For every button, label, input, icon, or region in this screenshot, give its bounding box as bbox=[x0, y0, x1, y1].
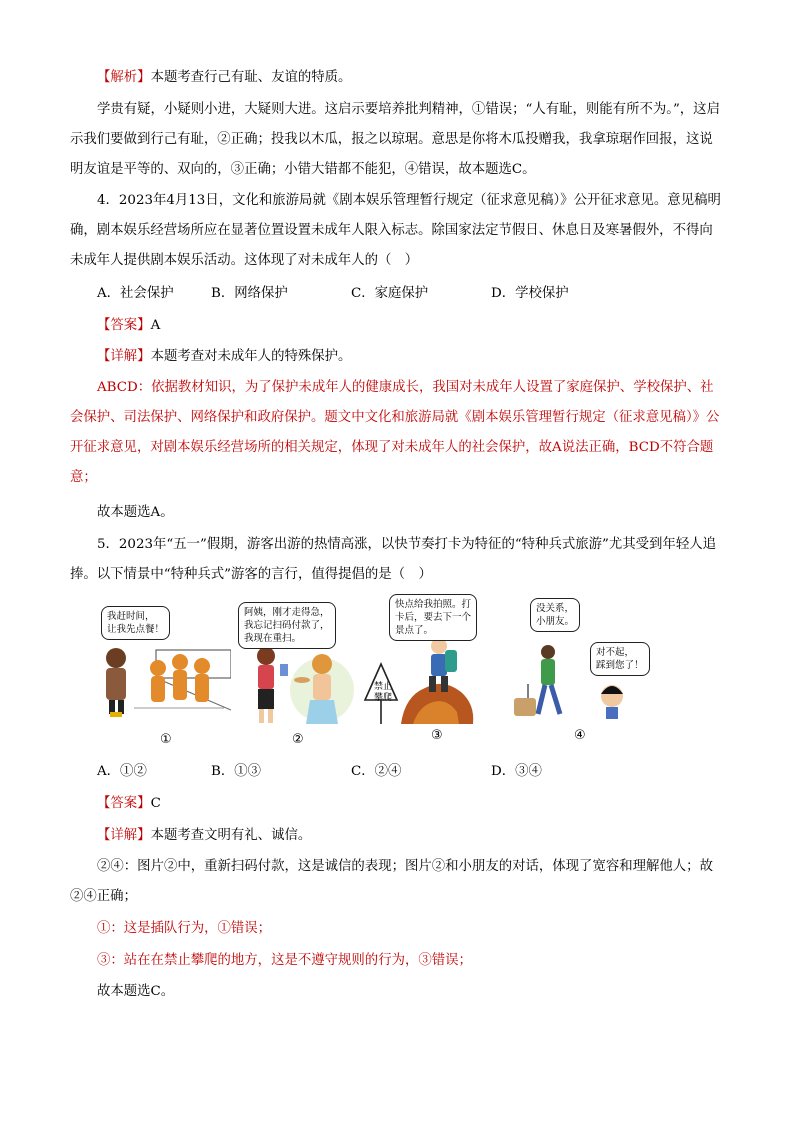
question-5-stem: 5．2023年“五一”假期，游客出游的热情高涨，以快节奏打卡为特征的“特种兵式旅游”尤其受到年轻人追捧。以下情景中“特种兵式”游客的言行，值得提倡的是（ ） bbox=[70, 537, 716, 582]
bubble-2: 阿姨，刚才走得急， 我忘记扫码付款了， 我现在重扫。 bbox=[238, 602, 336, 649]
q4-option-a: A．社会保护 bbox=[97, 286, 174, 301]
bubble-4b: 对不起， 踩到您了！ bbox=[590, 642, 650, 676]
question-5-figure bbox=[96, 600, 696, 760]
figure-panel-3 bbox=[361, 600, 491, 760]
bubble-3: 快点给我拍照。打 卡后，要去下一个 景点了。 bbox=[389, 594, 477, 641]
q5-answer-value: C bbox=[150, 796, 161, 811]
question-5-options bbox=[97, 757, 542, 787]
question-4-answer bbox=[70, 311, 726, 341]
q4-detail-tag: 【详解】 bbox=[97, 349, 151, 364]
q4-option-c: C．家庭保护 bbox=[351, 286, 429, 301]
q4-option-b: B．网络保护 bbox=[211, 286, 288, 301]
analysis-paragraph: 学贵有疑，小疑则小进，大疑则大进。这启示要培养批判精神，①错误；“人有耻，则能有所不为。”，这启示我们要做到行己有耻，②正确；投我以木瓜，报之以琼琚。意思是你将木瓜投赠我，我拿琼琚作回报，这说明友谊是平等的、双向的，③正确；小错大错都不能犯，④错误，故本题选C。 bbox=[70, 102, 720, 177]
question-5-detail-body: ②④：图片②中，重新扫码付款，这是诚信的表现；图片②和小朋友的对话，体现了宽容和理解他人；故②④正确； bbox=[70, 859, 713, 904]
question-5-answer bbox=[70, 789, 726, 819]
panel-3-label: ③ bbox=[431, 728, 443, 743]
panel-1-label: ① bbox=[160, 732, 172, 747]
q4-answer-value: A bbox=[150, 318, 161, 333]
q5-answer-tag: 【答案】 bbox=[97, 796, 151, 811]
figure-panel-1 bbox=[96, 600, 231, 760]
q5-option-a: A．①② bbox=[97, 764, 147, 779]
q4-detail-intro: 本题考查对未成年人的特殊保护。 bbox=[150, 349, 352, 364]
q5-detail-tag: 【详解】 bbox=[97, 828, 151, 843]
no-climbing-sign: 禁止 攀爬 bbox=[373, 682, 392, 703]
panel-4-label: ④ bbox=[574, 728, 586, 743]
analysis-heading bbox=[70, 63, 726, 93]
analysis-tag: 【解析】 bbox=[97, 70, 151, 85]
question-4-stem: 4．2023年4月13日，文化和旅游局就《剧本娱乐管理暂行规定（征求意见稿）》公开征求意见。意见稿明确，剧本娱乐经营场所应在显著位置设置未成年人限入标志。除国家法定节假日、休息日及寒暑假外，不得向未成年人提供剧本娱乐活动。这体现了对未成年人的（ ） bbox=[70, 193, 721, 268]
question-5-wrong-1: ①：这是插队行为，①错误； bbox=[97, 921, 272, 936]
question-4-options bbox=[97, 279, 569, 309]
question-4-detail-heading bbox=[70, 342, 726, 372]
bubble-1: 我赶时间， 让我先点餐！ bbox=[101, 606, 170, 640]
question-5-detail-heading bbox=[70, 821, 726, 851]
figure-panel-4 bbox=[508, 600, 658, 760]
question-5-wrong-3: ③：站在在禁止攀爬的地方，这是不遵守规则的行为，③错误； bbox=[97, 953, 472, 968]
q5-option-b: B．①③ bbox=[211, 764, 262, 779]
q4-detail-body-text: ABCD：依据教材知识，为了保护未成年人的健康成长，我国对未成年人设置了家庭保护、学校保护、社会保护、司法保护、网络保护和政府保护。题文中文化和旅游局就《剧本娱乐管理暂行规定（征求意见稿）》公开征求意见，对剧本娱乐经营场所的相关规定，体现了对未成年人的社会保护，故A说法正确，BCD不符合题意； bbox=[70, 380, 720, 485]
question-5-conclusion: 故本题选C。 bbox=[97, 984, 175, 999]
figure-panel-2 bbox=[236, 600, 361, 760]
question-4-detail-body bbox=[70, 373, 726, 493]
q4-answer-tag: 【答案】 bbox=[97, 318, 151, 333]
q4-option-d: D．学校保护 bbox=[491, 286, 569, 301]
analysis-text: 本题考查行己有耻、友谊的特质。 bbox=[150, 70, 352, 85]
q5-option-c: C．②④ bbox=[351, 764, 402, 779]
bubble-4a: 没关系， 小朋友。 bbox=[530, 598, 580, 632]
q5-detail-intro: 本题考查文明有礼、诚信。 bbox=[150, 828, 312, 843]
q5-option-d: D．③④ bbox=[491, 764, 542, 779]
question-4-conclusion: 故本题选A。 bbox=[97, 505, 174, 520]
panel-2-label: ② bbox=[292, 732, 304, 747]
